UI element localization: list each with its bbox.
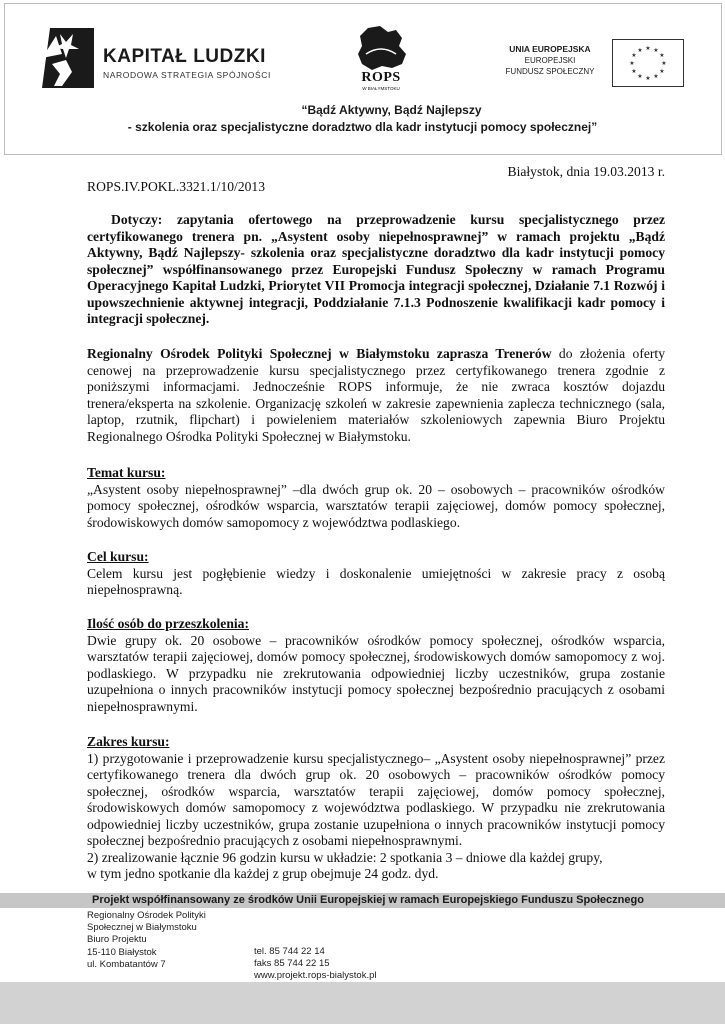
- letterhead: [0, 0, 725, 160]
- zakres-heading: Zakres kursu:: [87, 734, 170, 749]
- svg-text:★: ★: [629, 60, 635, 67]
- svg-text:★: ★: [661, 60, 667, 67]
- kapital-ludzki-logo-icon: [42, 28, 94, 88]
- zakres-item-2b: w tym jedno spotkanie dla każdej z grup obejmuje 24 godz. dyd.: [87, 866, 439, 881]
- cel-heading: Cel kursu:: [87, 549, 149, 564]
- section-temat: [87, 465, 665, 531]
- footer-org-line4: 15-110 Białystok: [87, 946, 157, 958]
- cel-text: Celem kursu jest pogłębienie wiedzy i doskonalenie umiejętności w zakresie pracy z osobą niepełnosprawną.: [87, 565, 665, 597]
- temat-text: „Asystent osoby niepełnosprawnej” –dla dwóch grup ok. 20 – osobowych – pracowników ośrodków pomocy społecznej, ośrodków wsparcia, warsztatów terapii zajęciowej, domów pomocy społecznej, środowiskowych domów samopomocy z województwa podlaskiego.: [87, 481, 665, 530]
- section-ilosc: [87, 616, 665, 715]
- footer-title: Projekt współfinansowany ze środków Unii Europejskiej w ramach Europejskiego Funduszu Społecznego: [92, 894, 644, 906]
- eu-flag-icon: [612, 39, 684, 87]
- letter-intro: [87, 346, 665, 445]
- ue-label-line2: EUROPEJSKI: [524, 56, 576, 65]
- ilosc-heading: Ilość osób do przeszkolenia:: [87, 616, 249, 631]
- letter-reference: ROPS.IV.POKL.3321.1/10/2013: [87, 179, 266, 194]
- temat-heading: Temat kursu:: [87, 465, 166, 480]
- svg-text:★: ★: [659, 68, 665, 75]
- kapital-ludzki-subtitle: NARODOWA STRATEGIA SPÓJNOŚCI: [103, 70, 271, 80]
- zakres-item-1: 1) przygotowanie i przeprowadzenie kursu specjalistycznego– „Asystent osoby niepełnosprawnej” przez certyfikowanego trenera dla dwóch grup ok. 20 osobowych – pracowników ośrodków pomocy społecznej, ośrodków wsparcia, warsztatów terapii zajęciowej, domów pomocy społecznej, środowiskowych domów samopomocy z województwa podlaskiego. W przypadku nie zrekrutowania odpowiedniej liczby uczestników, grupa zostanie uzupełniona o innych pracowników instytucji pomocy społecznej bezpośrednio pracujących z osobami niepełnosprawnymi.: [87, 750, 665, 848]
- kapital-ludzki-name: KAPITAŁ LUDZKI: [103, 46, 266, 67]
- footer-org-line3: Biuro Projektu: [87, 934, 147, 946]
- footer-org-line2: Społecznej w Białymstoku: [87, 922, 197, 934]
- rops-logo-text: ROPS: [361, 70, 401, 85]
- section-zakres: [87, 734, 665, 883]
- svg-text:★: ★: [653, 73, 659, 80]
- rops-logo-subtext: W BIAŁYMSTOKU: [362, 86, 400, 91]
- section-cel: [87, 549, 665, 599]
- footer-www-link[interactable]: www.projekt.rops-bialystok.pl: [254, 970, 377, 982]
- svg-text:★: ★: [631, 68, 637, 75]
- ilosc-text: Dwie grupy ok. 20 osobowe – pracowników ośrodków pomocy społecznej, ośrodków wsparcia, warsztatów terapii zajęciowej, domów pomocy społecznej, środowiskowych domów samopomocy z woj. podlaskiego. W przypadku nie zrekrutowania odpowiedniej liczby uczestników, grupa zostanie uzupełniona o innych pracowników instytucji pomocy społecznej bezpośrednio pracujących z osobami niepełnosprawnymi.: [87, 632, 665, 714]
- intro-rest: do złożenia oferty cenowej na przeprowadzenie kursu specjalistycznego przez certyfikowanego trenera zgodnie z poniższymi informacjami. Jednocześnie ROPS informuje, że nie zwraca kosztów dojazdu trenera/eksperta na szkolenie. Organizację szkoleń w zakresie zapewnienia zaplecza technicznego (sala, laptop, rzutnik, flipchart) i powieleniem materiałów szkoleniowych zapewnia Biuro Projektu Regionalnego Ośrodka Polityki Społecznej w Białymstoku.: [87, 346, 666, 444]
- svg-text:★: ★: [645, 45, 651, 52]
- footer-tel: tel. 85 744 22 14: [254, 946, 325, 957]
- subject-text: Dotyczy: zapytania ofertowego na przeprowadzenie kursu specjalistycznego przez certyfikowanego trenera pn. „Asystent osoby niepełnosprawnej” w ramach projektu „Bądź Aktywny, Bądź Najlepszy- szkolenia oraz specjalistyczne doradztwo dla kadr instytucji pomocy społecznej” współfinansowanego przez Europejski Fundusz Społeczny w ramach Programu Operacyjnego Kapitał Ludzki, Priorytet VII Promocja integracji społecznej, Działanie 7.1 Rozwój i upowszechnienie aktywnej integracji, Poddziałanie 7.1.3 Podnoszenie kwalifikacji kadr pomocy i integracji społecznej.: [87, 212, 665, 326]
- ue-label: [496, 44, 604, 77]
- letter-subject: [87, 212, 665, 328]
- svg-text:★: ★: [653, 47, 659, 54]
- zakres-item-2a: 2) zrealizowanie łącznie 96 godzin kursu w układzie: 2 spotkania 3 – dniowe dla każdej grupy,: [87, 849, 603, 865]
- svg-text:★: ★: [631, 52, 637, 59]
- footer-org-line1: Regionalny Ośrodek Polityki: [87, 910, 206, 921]
- project-slogan-line2: - szkolenia oraz specjalistyczne doradztwo dla kadr instytucji pomocy społecznej”: [127, 120, 598, 134]
- svg-text:★: ★: [637, 47, 643, 54]
- footer-address: [87, 910, 206, 971]
- ue-label-line1: UNIA EUROPEJSKA: [509, 44, 591, 54]
- ue-label-line3: FUNDUSZ SPOŁECZNY: [505, 67, 595, 76]
- letter-date: Białystok, dnia 19.03.2013 r.: [507, 164, 665, 179]
- project-slogan-line1: “Bądź Aktywny, Bądź Najlepszy: [301, 103, 482, 117]
- footer-bottom-band: [0, 982, 725, 1024]
- svg-text:★: ★: [645, 75, 651, 82]
- footer-org-line5: ul. Kombatantów 7: [87, 958, 166, 970]
- svg-text:★: ★: [637, 73, 643, 80]
- intro-bold: Regionalny Ośrodek Polityki Społecznej w Białymstoku zaprasza Trenerów: [87, 346, 552, 361]
- svg-text:★: ★: [659, 52, 665, 59]
- footer-fax: faks 85 744 22 15: [254, 958, 330, 970]
